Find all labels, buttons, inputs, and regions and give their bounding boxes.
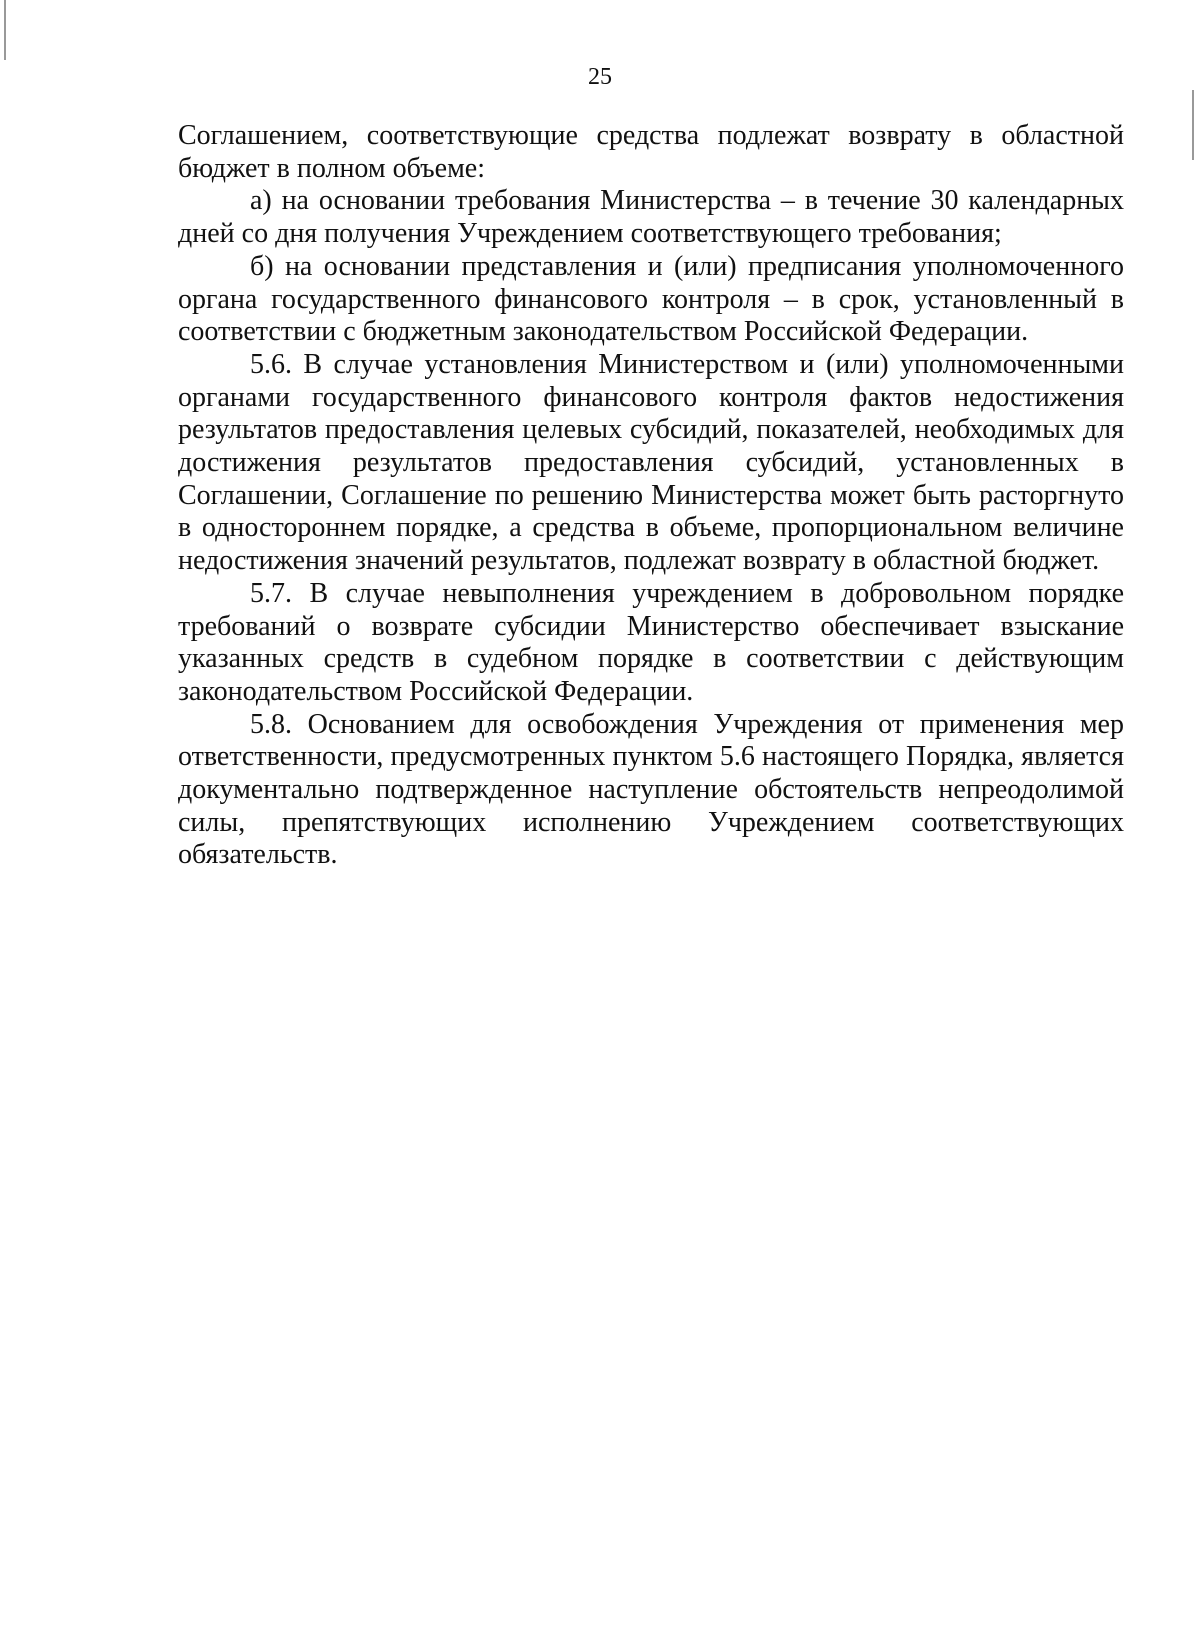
paragraph-5-7: 5.7. В случае невыполнения учреждением в добровольном порядке требований о возврате субсидии Министерство обеспечивает взыскание указанных средств в судебном порядке в соответствии с действующим законодательством Российской Федерации. xyxy=(178,577,1124,707)
paragraph-item-a: а) на основании требования Министерства – в течение 30 календарных дней со дня получения Учреждением соответствующего требования; xyxy=(178,185,1124,250)
paragraph-5-6: 5.6. В случае установления Министерством и (или) уполномоченными органами государственного финансового контроля фактов недостижения результатов предоставления целевых субсидий, показателей, необходимых для достижения результатов предоставления субсидий, установленных в Соглашении, Соглашение по решению Министерства может быть расторгнуто в одностороннем порядке, а средства в объеме, пропорциональном величине недостижения значений результатов, подлежат возврату в областной бюджет. xyxy=(178,348,1124,577)
scan-edge-mark xyxy=(1192,90,1194,160)
paragraph-item-b: б) на основании представления и (или) предписания уполномоченного органа государственного финансового контроля – в срок, установленный в соответствии с бюджетным законодательством Российской Федерации. xyxy=(178,250,1124,348)
paragraph-5-8: 5.8. Основанием для освобождения Учреждения от применения мер ответственности, предусмотренных пунктом 5.6 настоящего Порядка, является документально подтвержденное наступление обстоятельств непреодолимой силы, препятствующих исполнению Учреждением соответствующих обязательств. xyxy=(178,708,1124,871)
scan-edge-mark xyxy=(4,0,6,60)
paragraph-continuation: Соглашением, соответствующие средства подлежат возврату в областной бюджет в полном объеме: xyxy=(178,120,1124,184)
document-body xyxy=(178,120,1124,872)
page-number: 25 xyxy=(588,64,612,90)
